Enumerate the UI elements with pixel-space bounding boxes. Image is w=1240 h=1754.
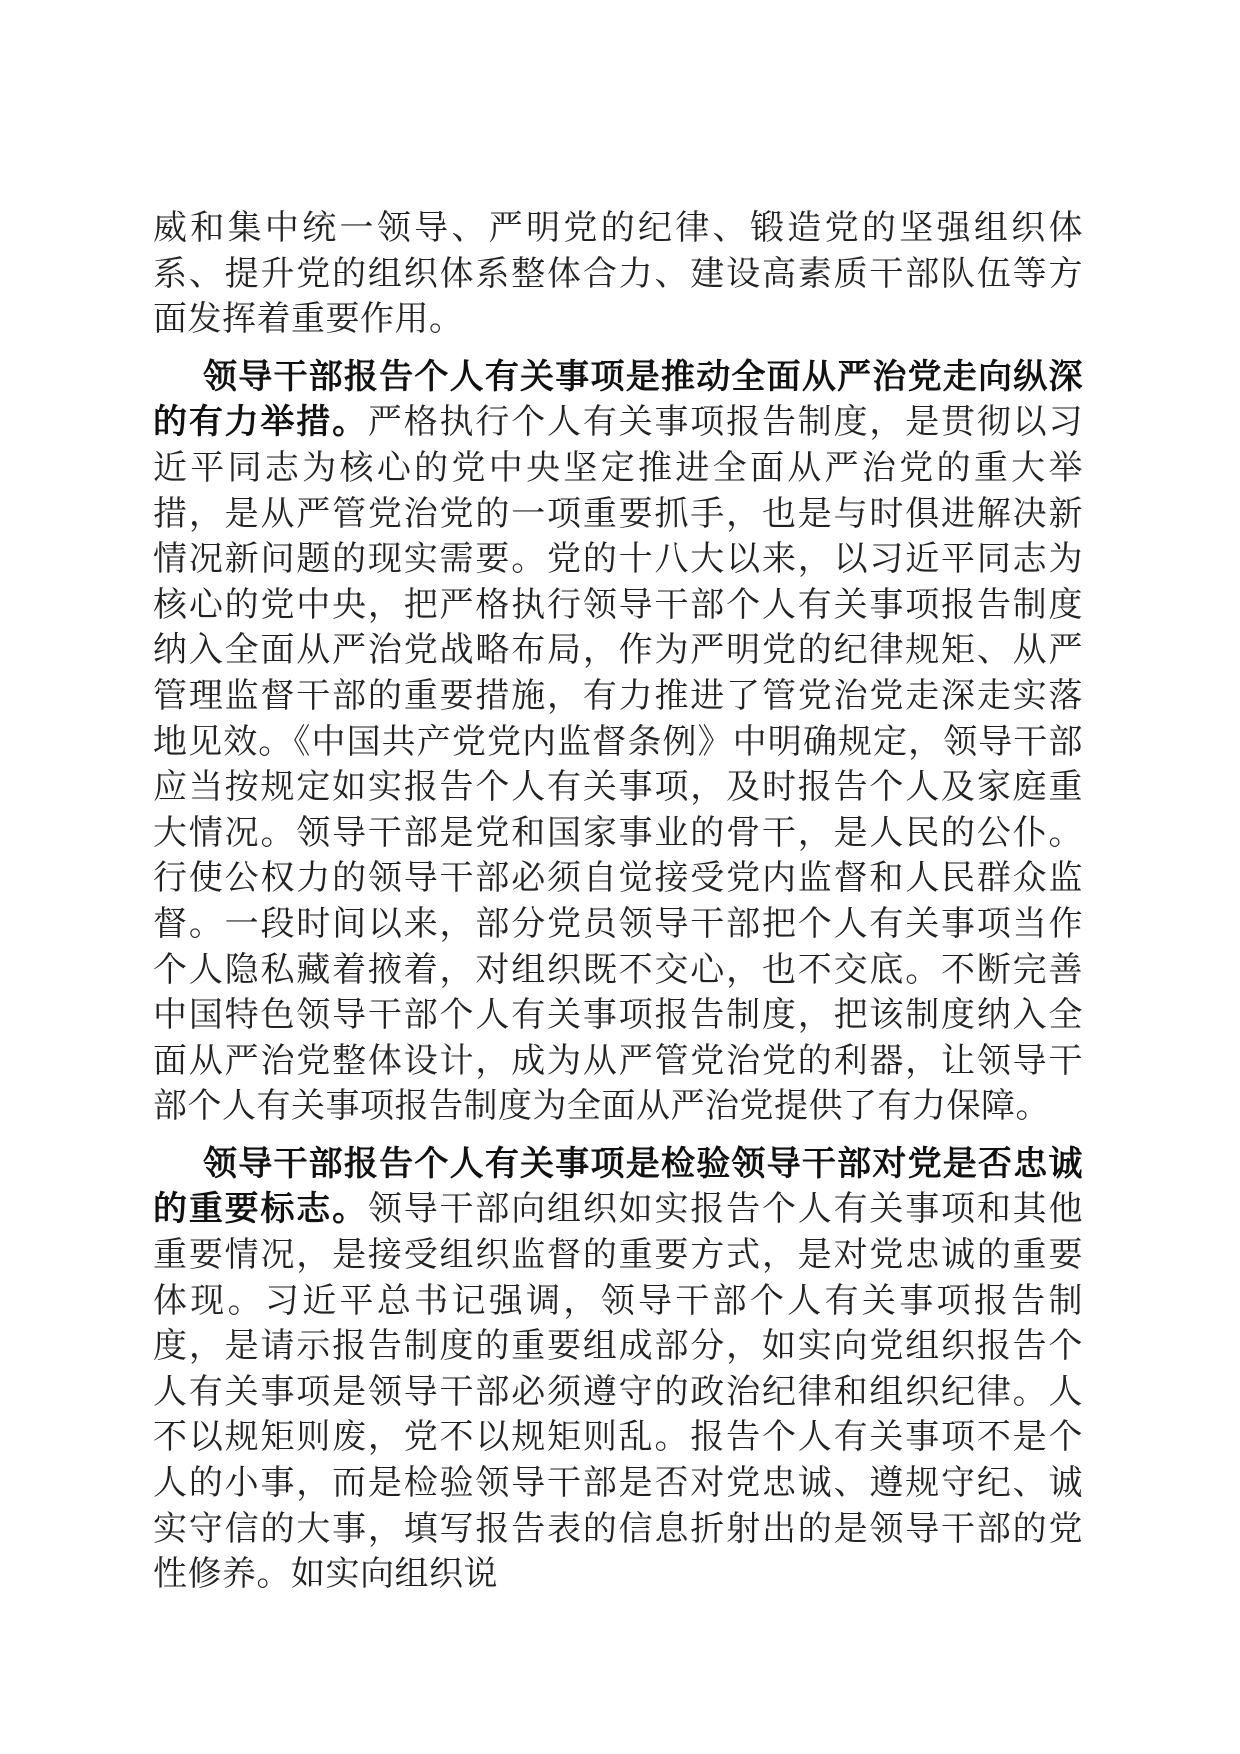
paragraph-continuation	[153, 206, 1083, 343]
paragraph-lead-heading: 领导干部报告个人有关事项是检验领导干部对党是否忠诚的重要标志。	[153, 1143, 1083, 1230]
paragraph-reporting-measure	[153, 355, 1083, 1130]
paragraph-text: 领导干部向组织如实报告个人有关事项和其他重要情况，是接受组织监督的重要方式，是对党忠诚的重要体现。习近平总书记强调，领导干部个人有关事项报告制度，是请示报告制度的重要组成部分，如实向党组织报告个人有关事项是领导干部必须遵守的政治纪律和组织纪律。人不以规矩则废，党不以规矩则乱。报告个人有关事项不是个人的小事，而是检验领导干部是否对党忠诚、遵规守纪、诚实守信的大事，填写报告表的信息折射出的是领导干部的党性修养。如实向组织说	[153, 1189, 1084, 1595]
paragraph-text: 威和集中统一领导、严明党的纪律、锻造党的坚强组织体系、提升党的组织体系整体合力、建设高素质干部队伍等方面发挥着重要作用。	[153, 208, 1083, 340]
paragraph-text: 严格执行个人有关事项报告制度，是贯彻以习近平同志为核心的党中央坚定推进全面从严治党的重大举措，是从严管党治党的一项重要抓手，也是与时俱进解决新情况新问题的现实需要。党的十八大以来，以习近平同志为核心的党中央，把严格执行领导干部个人有关事项报告制度纳入全面从严治党战略布局，作为严明党的纪律规矩、从严管理监督干部的重要措施，有力推进了管党治党走深走实落地见效。《中国共产党党内监督条例》中明确规定，领导干部应当按规定如实报告个人有关事项，及时报告个人及家庭重大情况。领导干部是党和国家事业的骨干，是人民的公仆。行使公权力的领导干部必须自觉接受党内监督和人民群众监督。一段时间以来，部分党员领导干部把个人有关事项当作个人隐私藏着掖着，对组织既不交心，也不交底。不断完善中国特色领导干部个人有关事项报告制度，把该制度纳入全面从严治党整体设计，成为从严管党治党的利器，让领导干部个人有关事项报告制度为全面从严治党提供了有力保障。	[153, 402, 1084, 1127]
paragraph-lead-heading: 领导干部报告个人有关事项是推动全面从严治党走向纵深的有力举措。	[153, 356, 1083, 443]
paragraph-loyalty-mark	[153, 1142, 1083, 1598]
document-body	[153, 206, 1083, 1610]
